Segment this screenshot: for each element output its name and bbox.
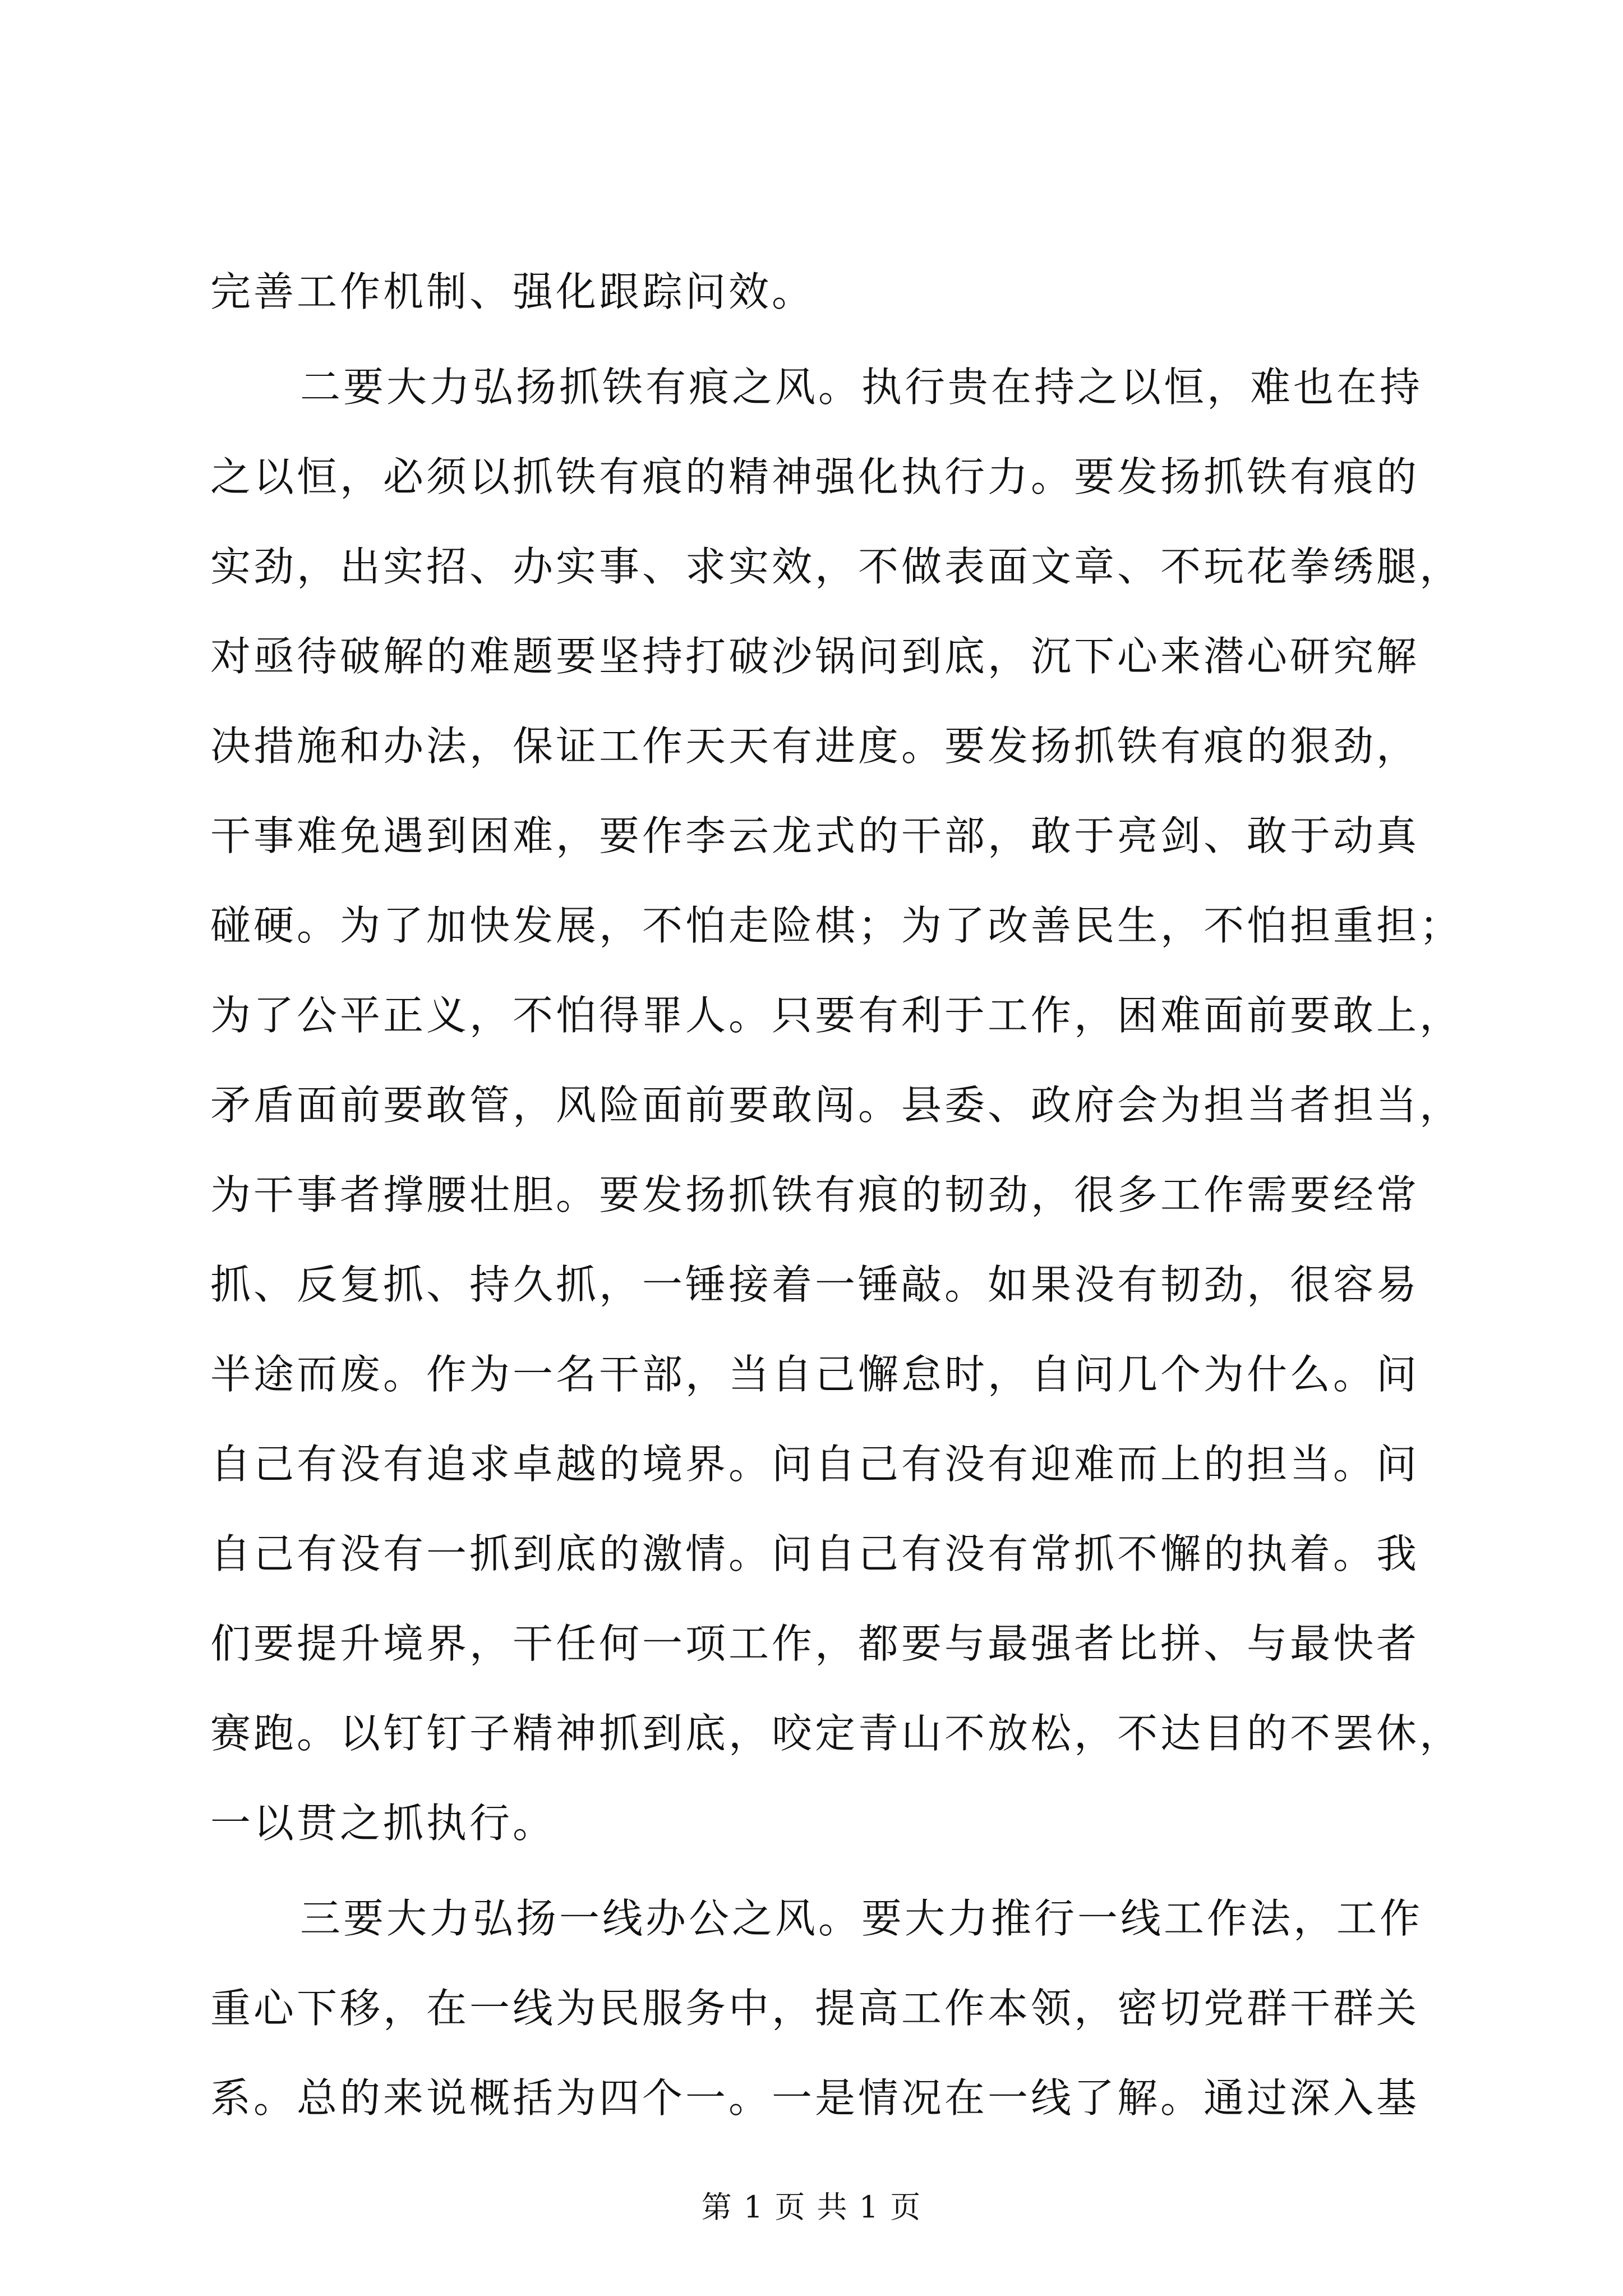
text-line: 赛跑。以钉钉子精神抓到底，咬定青山不放松，不达目的不罢休， [210,1710,1463,1757]
text-line: 自己有没有一抓到底的激情。问自己有没有常抓不懈的执着。我 [210,1530,1420,1577]
text-line: 为了公平正义，不怕得罪人。只要有利于工作，困难面前要敢上， [210,992,1463,1039]
text-line: 抓、反复抓、持久抓，一锤接着一锤敲。如果没有韧劲，很容易 [210,1261,1420,1308]
text-line: 为干事者撑腰壮胆。要发扬抓铁有痕的韧劲，很多工作需要经常 [210,1171,1420,1218]
text-line: 之以恒，必须以抓铁有痕的精神强化执行力。要发扬抓铁有痕的 [210,453,1420,500]
text-line: 对亟待破解的难题要坚持打破沙锅问到底，沉下心来潜心研究解 [210,633,1420,680]
text-line: 碰硬。为了加快发展，不怕走险棋；为了改善民生，不怕担重担； [210,902,1463,949]
text-line: 二要大力弘扬抓铁有痕之风。执行贵在持之以恒，难也在持 [300,364,1423,411]
text-line: 系。总的来说概括为四个一。一是情况在一线了解。通过深入基 [210,2074,1420,2122]
text-line: 自己有没有追求卓越的境界。问自己有没有迎难而上的担当。问 [210,1441,1420,1488]
text-line: 半途而废。作为一名干部，当自己懈怠时，自问几个为什么。问 [210,1351,1420,1398]
text-line: 决措施和办法，保证工作天天有进度。要发扬抓铁有痕的狠劲， [210,723,1420,770]
text-line: 三要大力弘扬一线办公之风。要大力推行一线工作法，工作 [300,1895,1423,1942]
page-number-footer: 第 1 页 共 1 页 [701,2189,922,2225]
text-line: 重心下移，在一线为民服务中，提高工作本领，密切党群干群关 [210,1985,1420,2032]
text-line: 完善工作机制、强化跟踪问效。 [210,268,815,315]
text-line: 们要提升境界，干任何一项工作，都要与最强者比拼、与最快者 [210,1620,1420,1667]
text-line: 干事难免遇到困难，要作李云龙式的干部，敢于亮剑、敢于动真 [210,812,1420,859]
text-line: 实劲，出实招、办实事、求实效，不做表面文章、不玩花拳绣腿， [210,543,1463,590]
text-line: 一以贯之抓执行。 [210,1800,556,1847]
text-line: 矛盾面前要敢管，风险面前要敢闯。县委、政府会为担当者担当， [210,1082,1463,1129]
